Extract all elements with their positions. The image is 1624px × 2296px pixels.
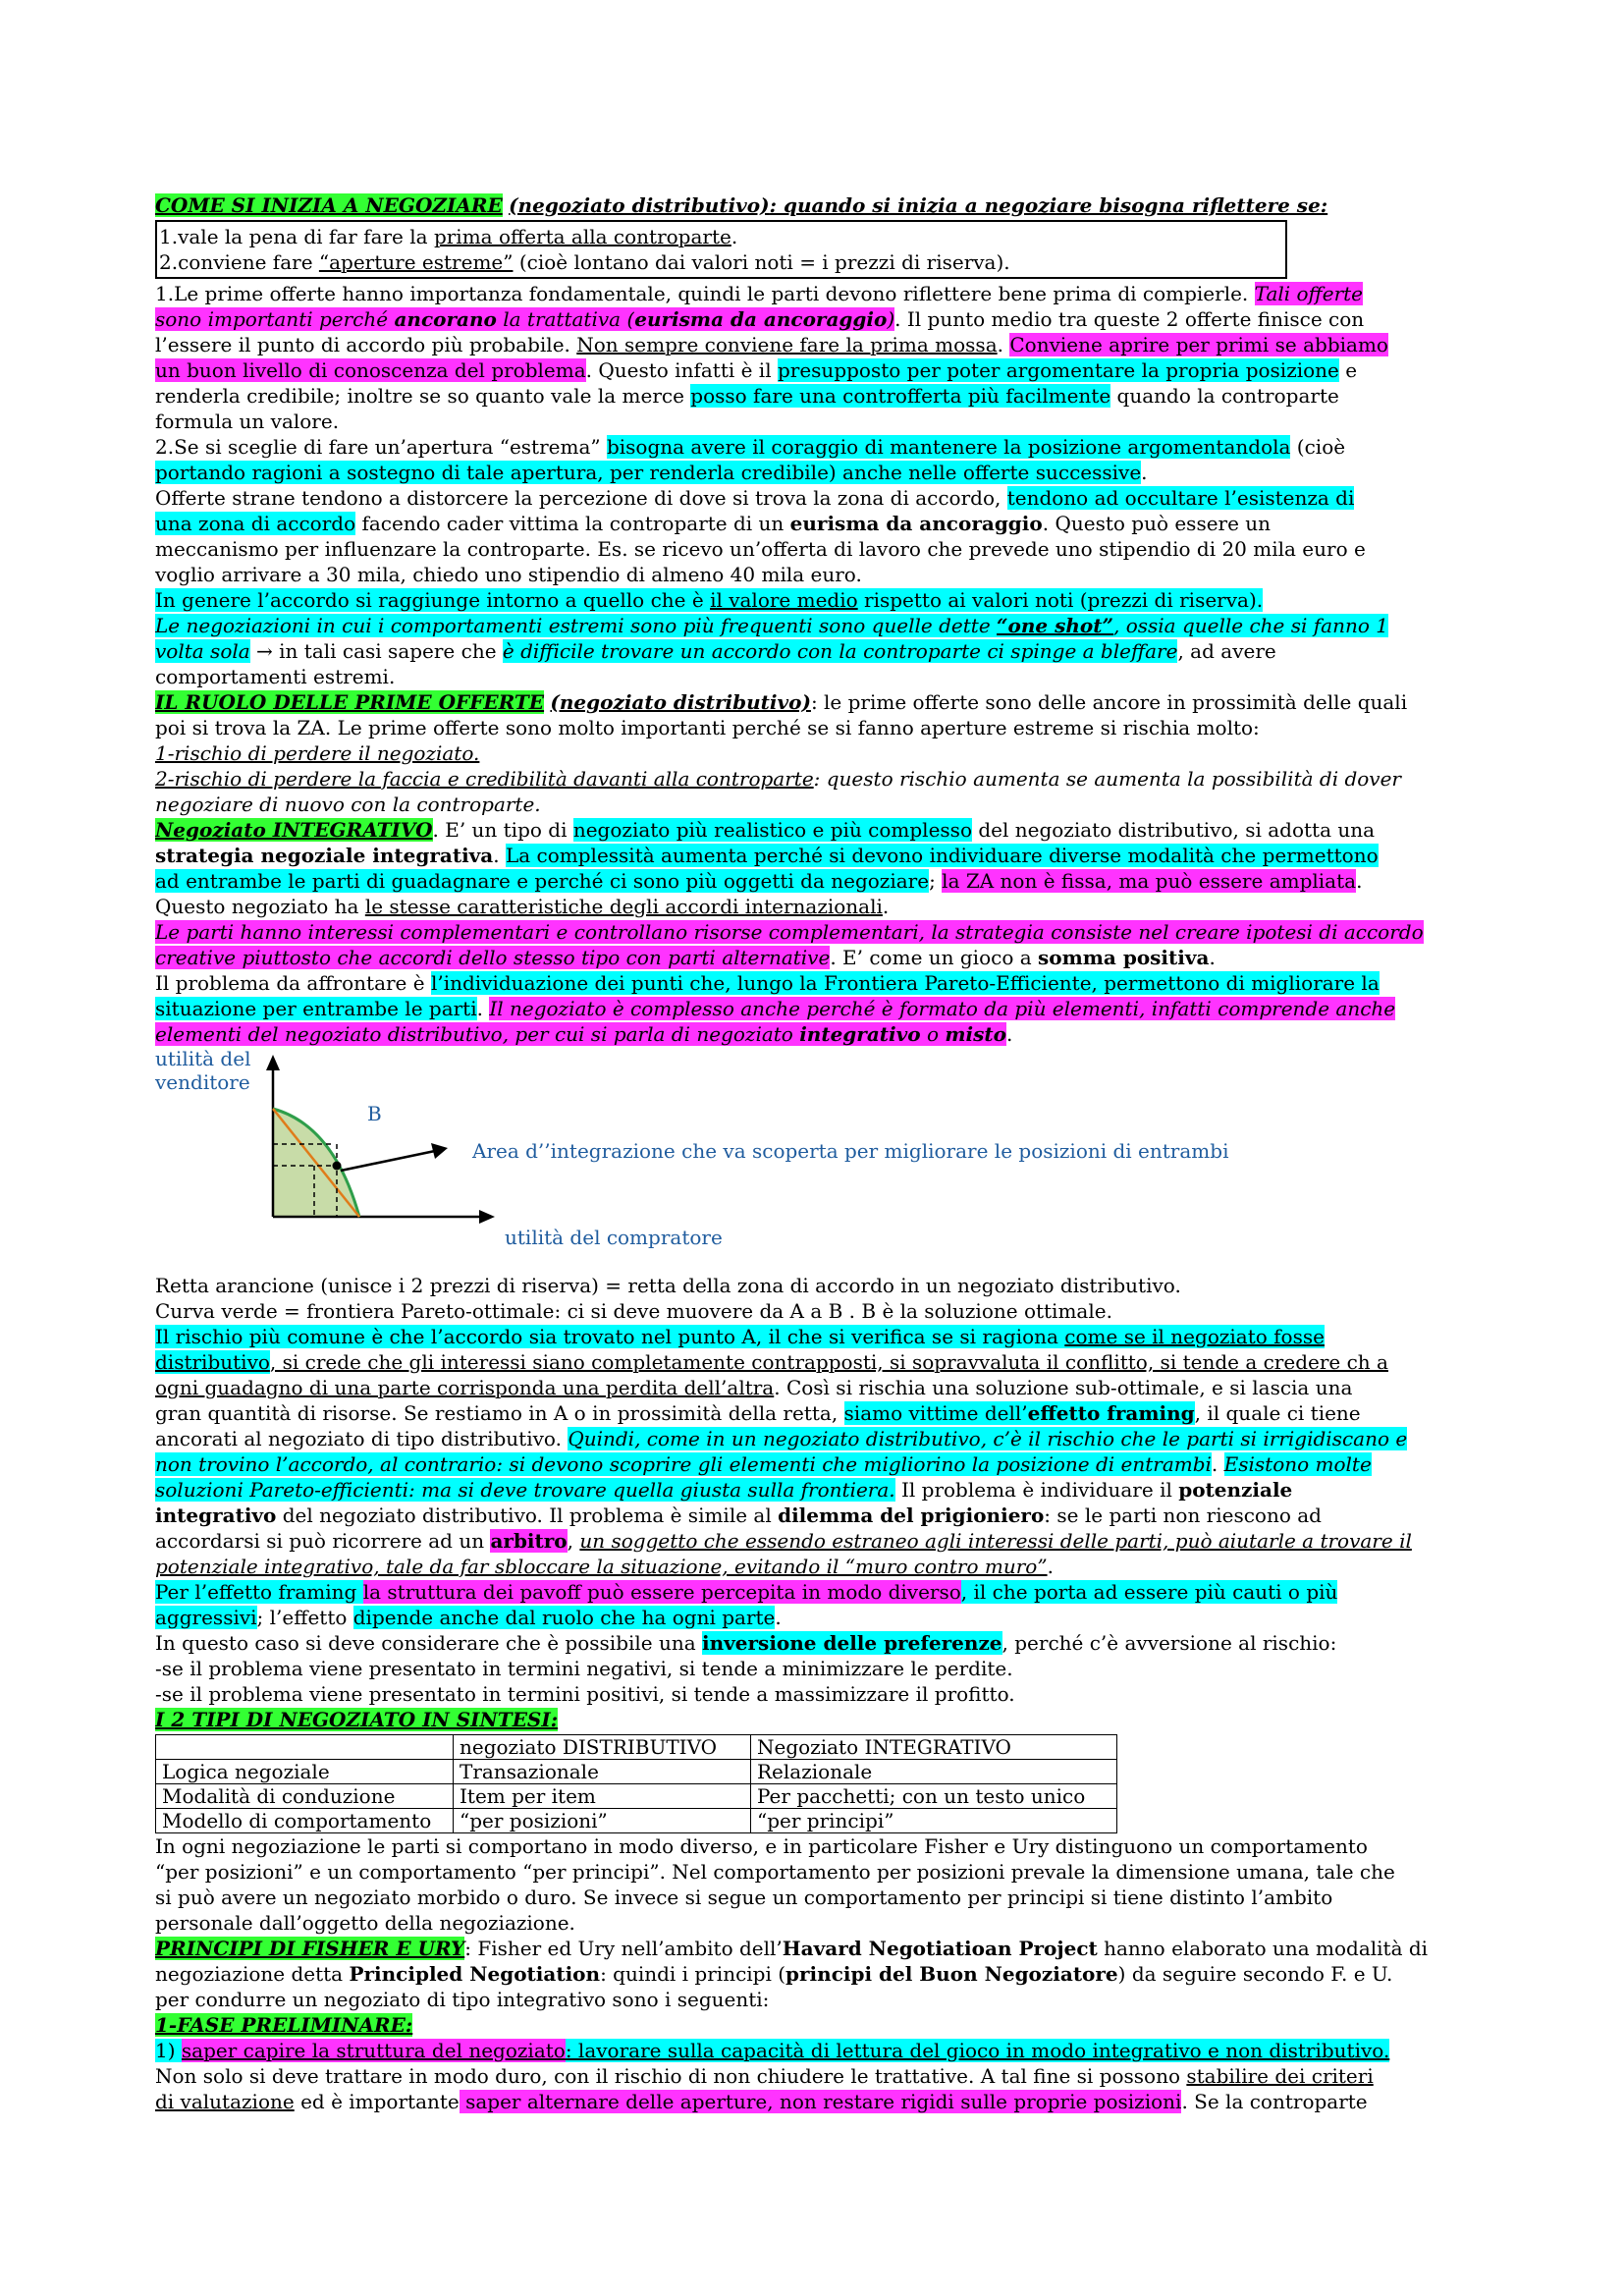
paragraph-fisher-ury-intro: In ogni negoziazione le parti si comportano in modo diverso, e in particolare Fisher e Ury distinguono un comportamento “per posizioni” e un comportamento “per principi”. Nel comportamento per posizioni prevale la dimensione umana, tale che si può avere un negoziato morbido o duro. Se invece si segue un comportamento per principi si tiene distinto l’ambito personale dall’oggetto della negoziazione. — [155, 1834, 1395, 1935]
table-row — [156, 1809, 1117, 1833]
section-heading-2-tipi: I 2 TIPI DI NEGOZIATO IN SINTESI: — [155, 1708, 559, 1731]
paragraph-fase-preliminare: 1) saper capire la struttura del negoziato: lavorare sulla capacità di lettura del gioco in modo integrativo e non distributivo. Non solo si deve trattare in modo duro, con il rischio di non chiudere le trattative. A tal fine si possono stabilire dei criteri di valutazione ed è importante saper alternare delle aperture, non restare rigidi sulle proprie posizioni. Se la controparte — [155, 2039, 1390, 2113]
paragraph-effetto-framing: Per l’effetto framing la struttura dei pavoff può essere percepita in modo diverso, il che porta ad essere più cauti o più aggressivi; l’effetto dipende anche dal ruolo che ha ogni parte. In questo caso si deve considerare che è possibile una inversione delle preferenze, perché c’è avversione al rischio: -se il problema viene presentato in termini negativi, si tende a minimizzare le perdite. -se il problema viene presentato in termini positivi, si tende a massimizzare il profitto. — [155, 1580, 1338, 1706]
table-cell: Modello di comportamento — [156, 1809, 454, 1833]
table-cell: Relazionale — [751, 1760, 1117, 1784]
section-ruolo-prime-offerte: IL RUOLO DELLE PRIME OFFERTE (negoziato distributivo): le prime offerte sono delle ancore in prossimità delle quali poi si trova la ZA. Le prime offerte sono molto importanti perché se si fanno aperture estreme si rischia molto: 1-rischio di perdere il negoziato. 2-rischio di perdere la faccia e credibilità davanti alla controparte: questo rischio aumenta se aumenta la possibilità di dover negoziare di nuovo con la controparte. — [155, 690, 1408, 816]
table-header-cell — [156, 1735, 454, 1760]
integration-area-label: Area d’’integrazione che va scoperta per migliorare le posizioni di entrambi — [472, 1139, 1229, 1163]
table-cell: Transazionale — [454, 1760, 751, 1784]
table-header-cell: negoziato DISTRIBUTIVO — [454, 1735, 751, 1760]
y-axis-label-line1: utilità del — [155, 1047, 251, 1070]
table-row — [156, 1760, 1117, 1784]
comparison-table — [155, 1734, 1117, 1833]
table-cell: “per posizioni” — [454, 1809, 751, 1833]
section-negoziato-integrativo: Negoziato INTEGRATIVO. E’ un tipo di negoziato più realistico e più complesso del negoziato distributivo, si adotta una strategia negoziale integrativa. La complessità aumenta perché si devono individuare diverse modalità che permettono ad entrambe le parti di guadagnare e perché ci sono più oggetti da negoziare; la ZA non è fissa, ma può essere ampliata. Questo negoziato ha le stesse caratteristiche degli accordi internazionali. Le parti hanno interessi complementari e controllano risorse complementari, la strategia consiste nel creare ipotesi di accordo creative piuttosto che accordi dello stesso tipo con parti alternative. E’ come un gioco a somma positiva. Il problema da affrontare è l’individuazione dei punti che, lungo la Frontiera Pareto-Efficiente, permettono di migliorare la situazione per entrambe le parti. Il negoziato è complesso anche perché è formato da più elementi, infatti comprende anche elementi del negoziato distributivo, per cui si parla di negoziato integrativo o misto. — [155, 818, 1424, 1046]
x-axis-arrowhead — [479, 1210, 495, 1224]
paragraph-rischio: Il rischio più comune è che l’accordo sia trovato nel punto A, il che si verifica se si ragiona come se il negoziato fosse distributivo, si crede che gli interessi siano completamente contrapposti, si sopravvaluta il conflitto, si tende a credere ch a ogni guadagno di una parte corrisponda una perdita dell’altra. Così si rischia una soluzione sub-ottimale, e si lascia una gran quantità di risorse. Se restiamo in A o in prossimità della retta, siamo vittime dell’effetto framing, il quale ci tiene ancorati al negoziato di tipo distributivo. Quindi, come in un negoziato distributivo, c’è il rischio che le parti si irrigidiscano e non trovino l’accordo, al contrario: si devono scoprire gli elementi che migliorino la posizione di entrambi. Esistono molte soluzioni Pareto-efficienti: ma si deve trovare quella giusta sulla frontiera. Il problema è individuare il potenziale integrativo del negoziato distributivo. Il problema è simile al dilemma del prigioniero: se le parti non riescono ad accordarsi si può ricorrere ad un arbitro, un soggetto che essendo estraneo agli interessi delle parti, può aiutarle a trovare il potenziale integrativo, tale da far sbloccare la situazione, evitando il “muro contro muro”. — [155, 1325, 1412, 1578]
integration-arrow — [341, 1151, 435, 1171]
table-header-row — [156, 1735, 1117, 1760]
boxed-questions: 1.vale la pena di far fare la prima offerta alla controparte. 2.conviene fare “aperture estreme” (cioè lontano dai valori noti = i prezzi di riserva). — [155, 220, 1287, 279]
x-axis-label: utilità del compratore — [505, 1226, 723, 1249]
section-principi-fisher-ury: PRINCIPI DI FISHER E URY: Fisher ed Ury nell’ambito dell’Havard Negotiatioan Project hanno elaborato una modalità di negoziazione detta Principled Negotiation: quindi i principi (principi del Buon Negoziatore) da seguire secondo F. e U. per condurre un negoziato di tipo integrativo sono i seguenti: — [155, 1937, 1429, 2011]
paragraph-prime-offerte: 1.Le prime offerte hanno importanza fondamentale, quindi le parti devono riflettere bene prima di compierle. Tali offerte sono importanti perché ancorano la trattativa (eurisma da ancoraggio). Il punto medio tra queste 2 offerte finisce con l’essere il punto di accordo più probabile. Non sempre conviene fare la prima mossa. Conviene aprire per primi se abbiamo un buon livello di conoscenza del problema. Questo infatti è il presupposto per poter argomentare la propria posizione e renderla credibile; inoltre se so quanto vale la merce posso fare una controfferta più facilmente quando la controparte formula un valore. 2.Se si sceglie di fare un’apertura “estrema” bisogna avere il coraggio di mantenere la posizione argomentandola (cioè portando ragioni a sostegno di tale apertura, per renderla credibile) anche nelle offerte successive. Offerte strane tendono a distorcere la percezione di dove si trova la zona di accordo, tendono ad occultare l’esistenza di una zona di accordo facendo cader vittima la controparte di un eurisma da ancoraggio. Questo può essere un meccanismo per influenzare la controparte. Es. se ricevo un’offerta di lavoro che prevede uno stipendio di 20 mila euro e voglio arrivare a 30 mila, chiedo uno stipendio di almeno 40 mila euro. In genere l’accordo si raggiunge intorno a quello che è il valore medio rispetto ai valori noti (prezzi di riserva). Le negoziazioni in cui i comportamenti estremi sono più frequenti sono quelle dette “one shot”, ossia quelle che si fanno 1 volta sola → in tali casi sapere che è difficile trovare un accordo con la controparte ci spinge a bleffare, ad avere comportamenti estremi. — [155, 282, 1388, 688]
table-cell: “per principi” — [751, 1809, 1117, 1833]
integration-arrowhead — [431, 1143, 448, 1159]
y-axis-label-line2: venditore — [155, 1070, 250, 1094]
point-a-dot — [333, 1162, 342, 1171]
table-cell: Per pacchetti; con un testo unico — [751, 1784, 1117, 1809]
table-row — [156, 1784, 1117, 1809]
table-cell: Logica negoziale — [156, 1760, 454, 1784]
table-header-cell: Negoziato INTEGRATIVO — [751, 1735, 1117, 1760]
table-cell: Modalità di conduzione — [156, 1784, 454, 1809]
pareto-diagram — [155, 1047, 1483, 1273]
document-page — [155, 192, 1483, 2114]
y-axis-arrowhead — [266, 1055, 280, 1070]
paragraph-retta-curva: Retta arancione (unisce i 2 prezzi di riserva) = retta della zona di accordo in un negoziato distributivo. Curva verde = frontiera Pareto-ottimale: ci si deve muovere da A a B . B è la soluzione ottimale. — [155, 1274, 1181, 1323]
point-b-label: B — [367, 1102, 382, 1125]
section-heading-come-negoziare: COME SI INIZIA A NEGOZIARE (negoziato distributivo): quando si inizia a negoziare bisogna riflettere se: — [155, 193, 1328, 217]
section-heading-fase-preliminare: 1-FASE PRELIMINARE: — [155, 2013, 413, 2037]
table-cell: Item per item — [454, 1784, 751, 1809]
